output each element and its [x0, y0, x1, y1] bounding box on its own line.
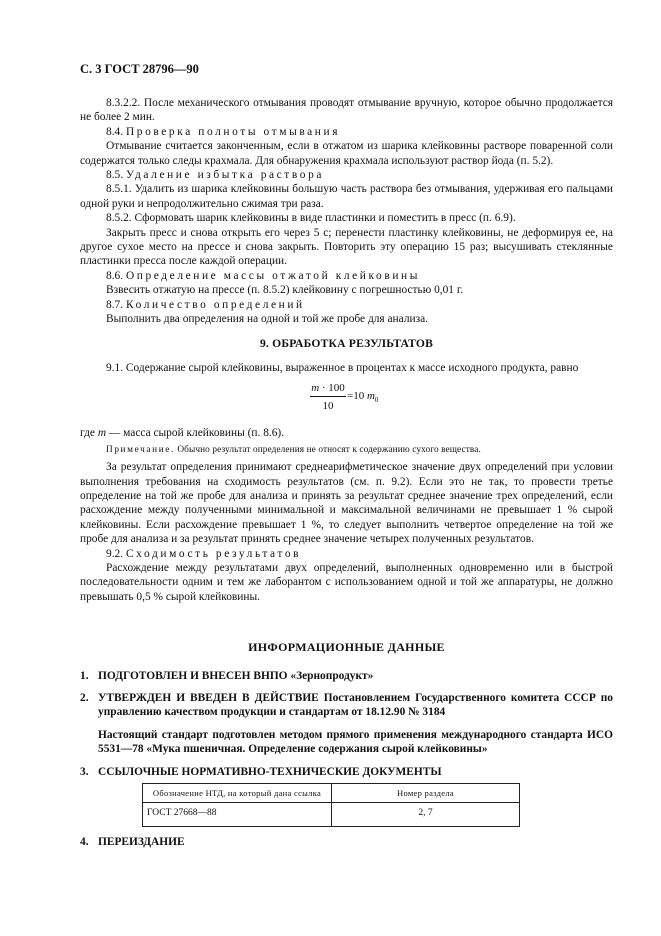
note-text: Обычно результат определения не относят к содержанию сухого вещества. — [174, 444, 481, 455]
paragraph-9-2: Расхождение между результатами двух определений, выполненных одновременно или в быстрой последовательности одним и тем же лаборантом с использованием одной и той же аппаратуры, не должно превышать 0,5 % сырой клейковины. — [80, 561, 613, 603]
where-prefix: где — [80, 427, 98, 440]
paragraph-8-5-1: 8.5.1. Удалить из шарика клейковины большую часть раствора без отмывания, удерживая его пальцами одной руки и непродолжительно сжимая три раза. — [80, 183, 613, 210]
formula — [80, 381, 613, 421]
section-9-title: 9. ОБРАБОТКА РЕЗУЛЬТАТОВ — [259, 336, 434, 350]
section-heading-8-4 — [80, 125, 613, 139]
paragraph-8-5-2: 8.5.2. Сформовать шарик клейковины в виде пластинки и поместить в пресс (п. 6.9). — [106, 212, 516, 225]
info-item-4 — [80, 835, 613, 849]
paragraph-8-4: Отмывание считается законченным, если в отжатом из шарика клейковины растворе поваренной соли содержатся только следы крахмала. Для обнаружения крахмала используют раствор йода (п. 5.2). — [80, 140, 613, 167]
page-header: С. 3 ГОСТ 28796—90 — [80, 62, 199, 76]
paragraph-8-7: Выполнить два определения на одной и той же пробе для анализа. — [106, 313, 428, 326]
section-heading-8-5 — [80, 168, 613, 182]
paragraph-9-1-result: За результат определения принимают среднеарифметическое значение двух определений при условии выполнения требования на сходимость результатов (см. п. 9.2). Если это не так, то провести третье определение на той же пробе для анализа и принять за результат среднее значение трех определений, если расхождение между полученными минимальной и максимальной величинами не превышает 1 % сырой клейковины. Если расхождение превышает 1 %, то следует выполнить четвертое определение на той же пробе для анализа и за результат принять среднее значение четырех полученных результатов. — [80, 461, 613, 546]
info-item-number: 1. — [80, 669, 89, 682]
section-number: 9.2. — [106, 547, 124, 560]
formula-rhs — [347, 389, 378, 408]
document-body — [80, 96, 613, 858]
info-item-number: 4. — [80, 836, 89, 849]
table-header-document: Обозначение НТД, на который дана ссылка — [143, 784, 332, 803]
table-cell-document: ГОСТ 27668—88 — [143, 803, 332, 827]
section-title: Определение массы отжатой клейковины — [125, 269, 420, 282]
formula-numerator-rest: · 100 — [319, 382, 345, 395]
formula-fraction — [310, 381, 346, 413]
section-number: 8.5. — [106, 169, 124, 182]
info-item-3 — [80, 765, 613, 779]
paragraph-8-3-2-2: 8.3.2.2. После механического отмывания проводят отмывание вручную, которое обычно продолжается не более 2 мин. — [80, 97, 613, 124]
formula-denominator: 10 — [322, 400, 334, 413]
table-cell-section: 2, 7 — [332, 803, 520, 827]
section-title: Удаление избытка раствора — [125, 169, 325, 182]
info-item-text: ПОДГОТОВЛЕН И ВНЕСЕН ВНПО «Зернопродукт» — [98, 669, 374, 682]
section-title: Количество определений — [125, 298, 305, 311]
info-item-text: ПЕРЕИЗДАНИЕ — [98, 836, 185, 849]
formula-rhs-variable: m — [366, 390, 375, 403]
formula-variable-m: m — [311, 382, 320, 395]
info-title: ИНФОРМАЦИОННЫЕ ДАННЫЕ — [248, 640, 445, 655]
formula-equals: =10 — [347, 390, 367, 403]
table-header-section: Номер раздела — [332, 784, 520, 803]
table-row — [143, 803, 520, 827]
info-item-number: 2. — [80, 692, 89, 704]
note — [80, 443, 613, 457]
reference-table — [142, 783, 520, 827]
fraction-bar — [310, 396, 346, 397]
section-heading-8-6 — [80, 269, 613, 283]
info-item-number: 3. — [80, 765, 89, 778]
note-label: Примечание. — [106, 444, 175, 455]
section-title: Проверка полноты отмывания — [125, 125, 341, 138]
where-clause — [80, 426, 613, 440]
section-number: 8.4. — [106, 125, 124, 138]
where-text: — масса сырой клейковины (п. 8.6). — [106, 427, 285, 440]
paragraph-9-1: 9.1. Содержание сырой клейковины, выраженное в процентах к массе исходного продукта, равно — [106, 361, 579, 374]
formula-numerator — [310, 381, 346, 395]
info-item-1 — [80, 669, 613, 683]
formula-rhs-subscript: 0 — [374, 396, 379, 405]
paragraph-8-5-2-continued: Закрыть пресс и снова открыть его через 5 с; перенести пластинку клейковины, не деформируя ее, на другое сухое место на прессе и снова закрыть. Повторить эту операцию 15 раз; высушивать стеклянные пластинки пресса после каждой операции. — [80, 226, 613, 268]
section-heading-9-2 — [80, 547, 613, 561]
section-number: 8.6. — [106, 269, 124, 282]
info-item-text: УТВЕРЖДЕН И ВВЕДЕН В ДЕЙСТВИЕ Постановлением Государственного комитета СССР по управлению качеством продукции и стандартам от 18.12.90 № 3184 — [98, 692, 613, 719]
info-item-text: ССЫЛОЧНЫЕ НОРМАТИВНО-ТЕХНИЧЕСКИЕ ДОКУМЕНТЫ — [98, 765, 442, 778]
section-heading-8-7 — [80, 298, 613, 312]
info-item-2 — [80, 691, 613, 720]
paragraph-8-6: Взвесить отжатую на прессе (п. 8.5.2) клейковину с погрешностью 0,01 г. — [106, 284, 464, 297]
where-variable: m — [97, 427, 107, 440]
info-item-2-note: Настоящий стандарт подготовлен методом прямого применения международного стандарта ИСО 5531—78 «Мука пшеничная. Определение содержания сырой клейковины» — [98, 728, 613, 756]
table-header-row — [143, 784, 520, 803]
section-title: Сходимость результатов — [125, 547, 302, 560]
section-number: 8.7. — [106, 298, 124, 311]
